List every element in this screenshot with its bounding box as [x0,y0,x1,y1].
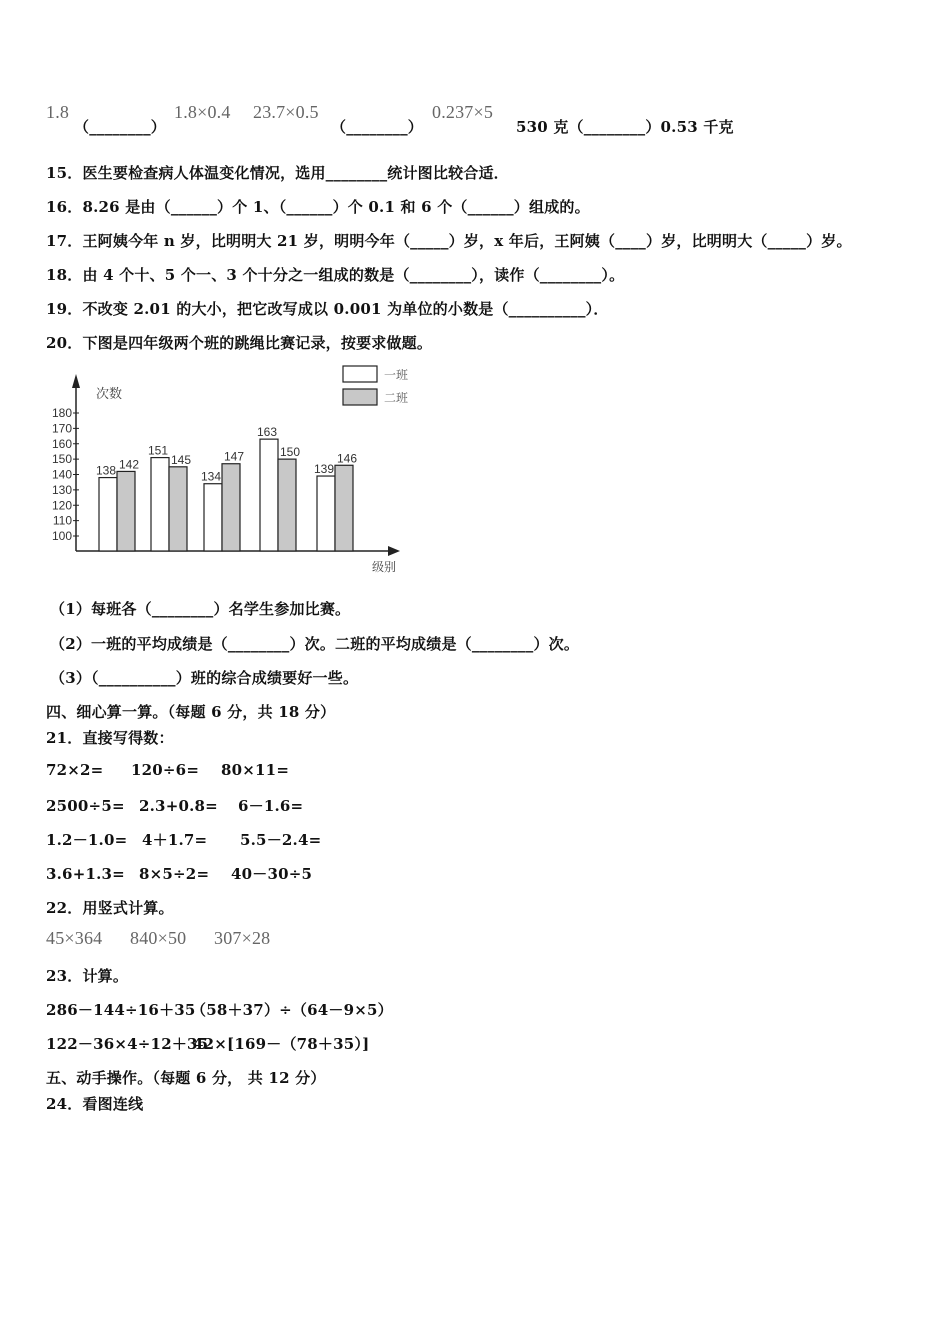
bar-data-label: 139 [313,462,335,477]
y-tick-label: 180 [51,406,72,420]
question-18: 18．由 4 个十、5 个一、3 个十分之一组成的数是（________），读作（________）。 [46,266,625,284]
y-tick-label: 100 [51,529,72,543]
bar-class2 [222,464,240,551]
x-axis-arrow [388,546,400,556]
bar-data-label: 138 [95,463,117,478]
bar-data-label: 142 [118,457,140,472]
legend-swatch [343,366,377,382]
bar-class2 [335,465,353,551]
question-22: 22．用竖式计算。 [46,899,174,917]
bar-data-label: 150 [279,445,301,460]
question-20-part-2: （2）一班的平均成绩是（________）次。二班的平均成绩是（________）次。 [50,635,580,653]
comparison-row [46,102,926,136]
vertical-calc-item: 840×50 [130,928,187,948]
arith-item: 8×5÷2= [139,865,210,883]
y-tick-label: 140 [51,467,72,482]
bar-class1 [260,439,278,551]
question-17: 17．王阿姨今年 n 岁，比明明大 21 岁，明明今年（_____）岁，x 年后，王阿姨（____）岁，比明明大（_____）岁。 [46,232,852,250]
q22-items [46,928,270,949]
q21-row-3 [46,829,321,850]
legend-label: 一班 [384,368,409,382]
question-20: 20．下图是四年级两个班的跳绳比赛记录，按要求做题。 [46,334,433,352]
arith-item: 1.2－1.0= [46,831,128,849]
bar-data-label: 147 [223,449,245,464]
bar-data-label: 163 [256,425,278,440]
arith-item: 4＋1.7= [142,831,208,849]
chart-legend [343,366,408,405]
y-axis-arrow [72,374,80,388]
q23-row-2 [46,1033,369,1054]
q21-row-4 [46,863,312,884]
chart-bars [96,425,357,551]
value-a: 1.8 [46,102,70,122]
arith-item: 3.6+1.3= [46,865,125,883]
y-tick-label: 150 [51,452,72,467]
arith-item: 2500÷5= [46,797,125,815]
legend-label: 二班 [384,391,409,405]
answer-blank: （________） [331,118,424,136]
y-axis-label: 次数 [96,386,123,401]
bar-class1 [317,476,335,551]
question-19: 19．不改变 2.01 的大小，把它改写成以 0.001 为单位的小数是（__________）． [46,300,609,318]
bar-class2 [117,471,135,551]
calc-item: 122－36×4÷12＋35 [46,1035,209,1053]
section-4-heading: 四、细心算一算。（每题 6 分，共 18 分） [46,703,336,721]
bar-data-label: 146 [336,451,358,466]
arith-item: 5.5－2.4= [240,831,322,849]
arith-item: 120÷6= [131,761,200,779]
q21-row-2 [46,795,303,816]
jump-rope-bar-chart [40,360,420,578]
y-tick-label: 130 [51,482,72,497]
arith-item: 6－1.6= [238,797,304,815]
section-5-heading: 五、动手操作。（每题 6 分， 共 12 分） [46,1069,326,1087]
weight-comparison: 530 克（________）0.53 千克 [516,118,734,136]
bar-data-label: 134 [200,469,222,484]
bar-class1 [151,458,169,551]
y-tick-label: 160 [51,436,72,451]
question-23: 23．计算。 [46,967,129,985]
arith-item: 40－30÷5 [231,865,313,883]
bar-class1 [204,484,222,551]
value-b: 1.8×0.4 [174,102,231,122]
calc-item: 42×[169－（78＋35）] [193,1035,370,1053]
q21-row-1 [46,761,289,779]
arith-item: 72×2= [46,761,104,779]
arith-item: 2.3+0.8= [139,797,218,815]
answer-blank: （________） [74,118,167,136]
x-axis-label: 级别 [372,560,397,574]
question-21: 21．直接写得数： [46,729,174,747]
legend-swatch [343,389,377,405]
calc-item: （58＋37）÷（64－9×5） [191,1001,393,1019]
question-20-part-3: （3）（__________）班的综合成绩要好一些。 [50,669,359,687]
vertical-calc-item: 307×28 [214,928,271,948]
y-tick-label: 120 [51,498,72,513]
bar-class1 [99,478,117,551]
y-tick-label: 110 [52,513,72,528]
calc-item: 286－144÷16＋35 [46,1001,196,1019]
bar-data-label: 145 [170,452,192,467]
question-16: 16．8.26 是由（______）个 1、（______）个 0.1 和 6 个（______）组成的。 [46,198,590,216]
value-d: 0.237×5 [432,102,494,122]
question-20-part-1: （1）每班各（________）名学生参加比赛。 [50,600,351,618]
value-c: 23.7×0.5 [253,102,319,122]
bar-data-label: 151 [147,443,169,458]
vertical-calc-item: 45×364 [46,928,103,948]
q23-row-1 [46,999,393,1020]
bar-class2 [169,467,187,551]
question-24: 24．看图连线 [46,1095,144,1113]
question-15: 15．医生要检查病人体温变化情况，选用________统计图比较合适． [46,164,509,182]
y-tick-label: 170 [51,421,72,436]
arith-item: 80×11= [221,761,290,779]
bar-class2 [278,459,296,551]
